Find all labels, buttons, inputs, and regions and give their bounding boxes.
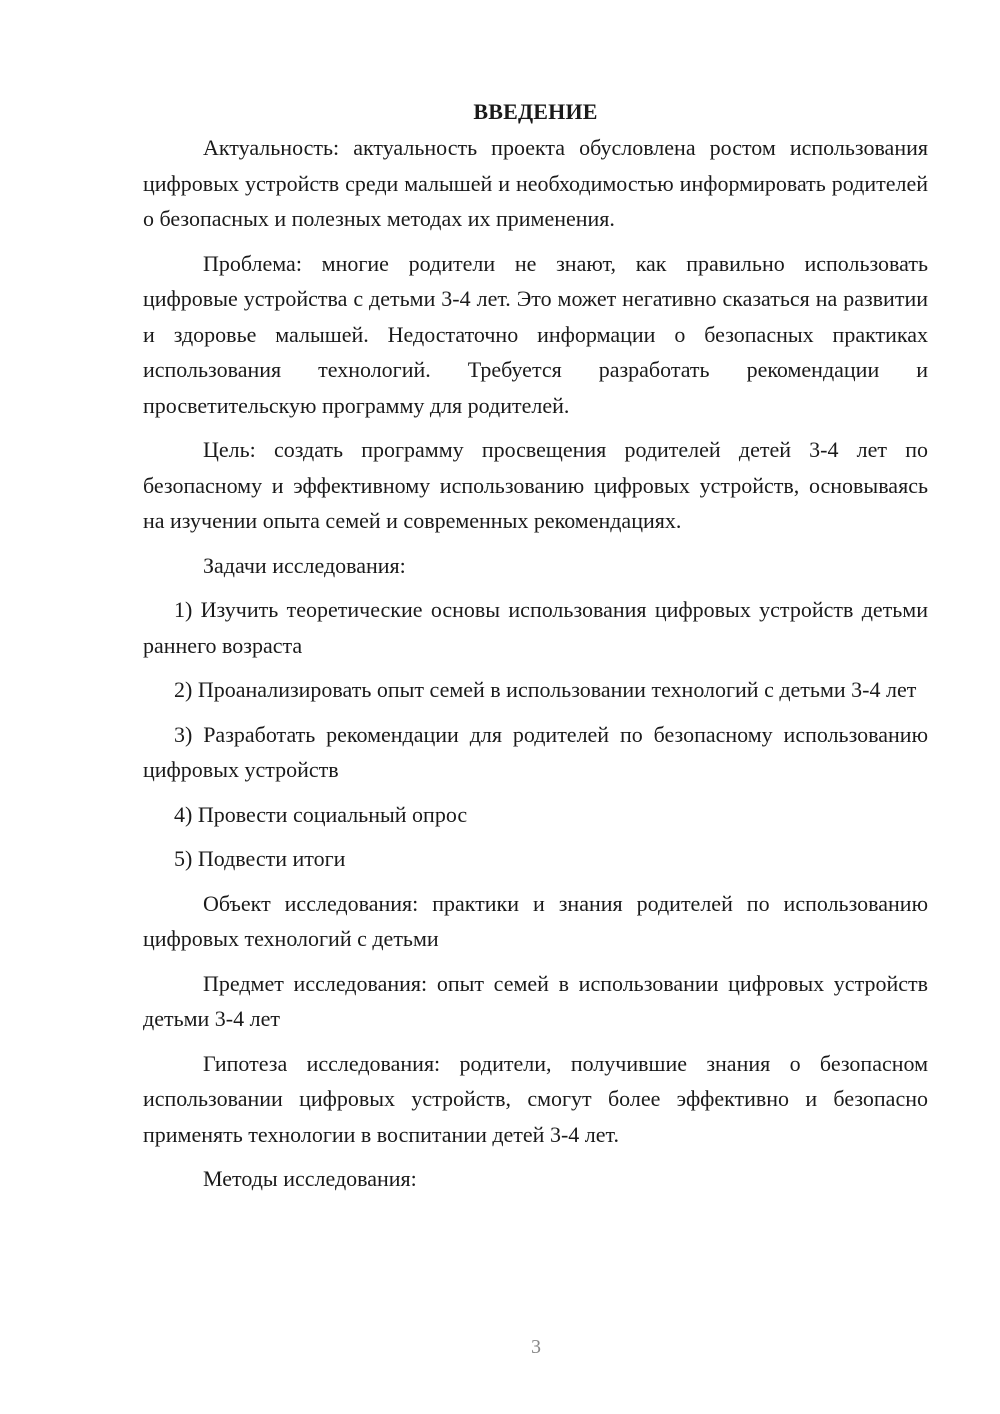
paragraph-relevance: Актуальность: актуальность проекта обусловлена ростом использования цифровых устройств среди малышей и необходимостью информировать родителей о безопасных и полезных методах их применения. (143, 135, 928, 231)
tasks-heading: Задачи исследования: (203, 552, 406, 578)
paragraph-subject: Предмет исследования: опыт семей в использовании цифровых устройств детьми 3-4 лет (143, 970, 928, 1031)
paragraph-object: Объект исследования: практики и знания родителей по использованию цифровых технологий с детьми (143, 890, 928, 951)
page-number: 3 (531, 1336, 541, 1358)
task-item-1: 1) Изучить теоретические основы использования цифровых устройств детьми раннего возраста (143, 597, 928, 658)
task-item-3: 3) Разработать рекомендации для родителей по безопасному использованию цифровых устройств (143, 721, 928, 782)
task-item-5: 5) Подвести итоги (174, 846, 346, 871)
task-item-2: 2) Проанализировать опыт семей в использовании технологий с детьми 3-4 лет (174, 677, 917, 702)
page-content (143, 94, 928, 1206)
paragraph-goal: Цель: создать программу просвещения родителей детей 3-4 лет по безопасному и эффективному использованию цифровых устройств, основываясь на изучении опыта семей и современных рекомендациях. (143, 437, 928, 533)
section-title: ВВЕДЕНИЕ (473, 99, 598, 124)
task-item-4: 4) Провести социальный опрос (174, 801, 468, 827)
methods-heading: Методы исследования: (203, 1166, 417, 1191)
paragraph-hypothesis: Гипотеза исследования: родители, получившие знания о безопасном использовании цифровых устройств, смогут более эффективно и безопасно применять технологии в воспитании детей 3-4 лет. (143, 1050, 928, 1147)
paragraph-problem: Проблема: многие родители не знают, как правильно использовать цифровые устройства с детьми 3-4 лет. Это может негативно сказаться на развитии и здоровье малышей. Недостаточно информации о безопасных практиках использования технологий. Требуется разработать рекомендации и просветительскую программу для родителей. (143, 250, 928, 418)
